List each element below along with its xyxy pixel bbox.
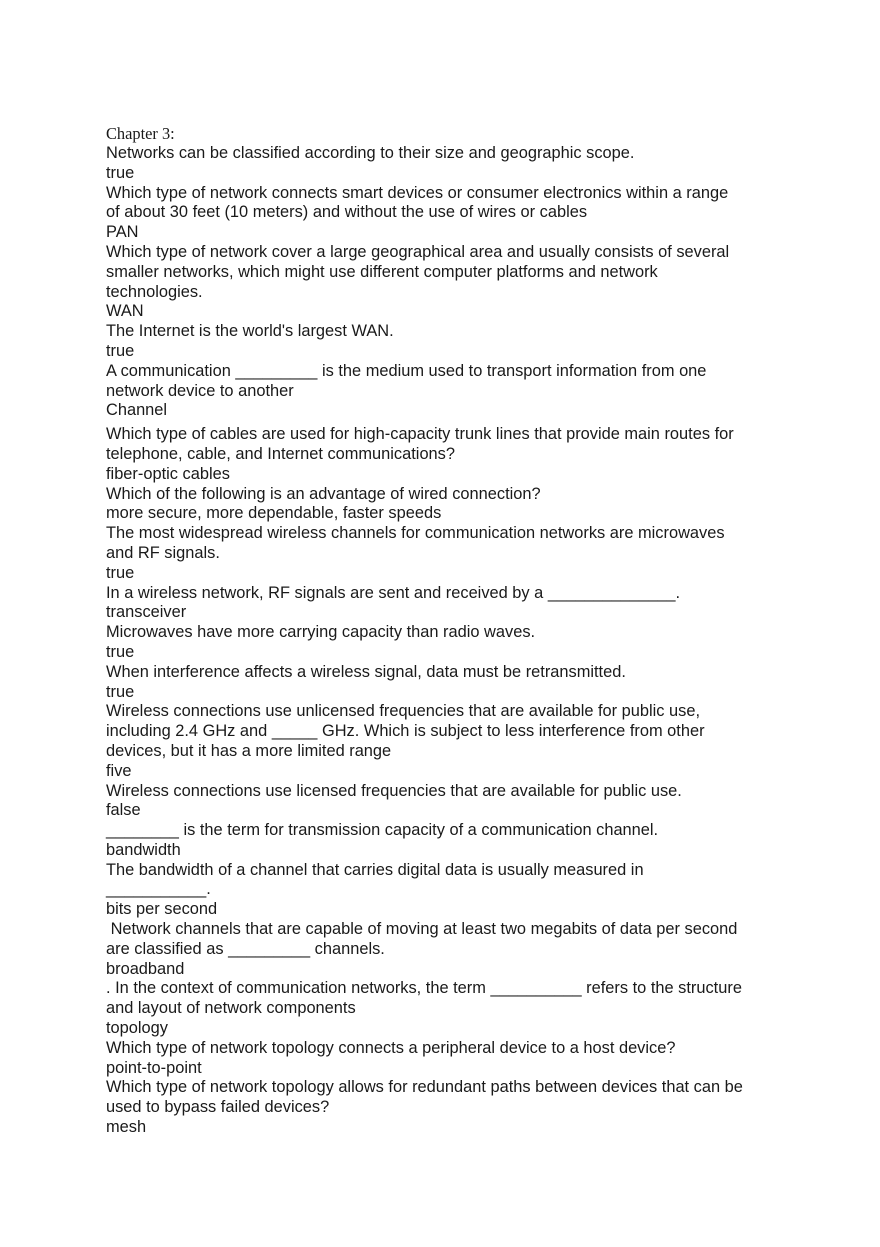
text-line: more secure, more dependable, faster speeds [106, 504, 442, 523]
text-line: . In the context of communication networks, the term __________ refers to the structure [106, 979, 742, 998]
text-line: Channel [106, 401, 168, 420]
text-line: Which of the following is an advantage of wired connection? [106, 484, 541, 503]
text-line: point-to-point [106, 1058, 202, 1077]
text-line: In a wireless network, RF signals are sent and received by a ______________. [106, 583, 681, 602]
text-line: bandwidth [106, 840, 181, 859]
text-line: fiber-optic cables [106, 464, 230, 483]
text-line: and layout of network components [106, 999, 356, 1018]
text-line: smaller networks, which might use different computer platforms and network [106, 262, 658, 281]
text-line: bits per second [106, 900, 218, 919]
text-line: true [106, 341, 135, 360]
text-line: Which type of network topology connects a peripheral device to a host device? [106, 1038, 676, 1057]
text-line: When interference affects a wireless signal, data must be retransmitted. [106, 662, 626, 681]
text-line: true [106, 642, 135, 661]
text-line: used to bypass failed devices? [106, 1098, 330, 1117]
text-line: including 2.4 GHz and _____ GHz. Which is subject to less interference from other [106, 722, 705, 741]
text-line: network device to another [106, 381, 294, 400]
text-line: The most widespread wireless channels for communication networks are microwaves [106, 524, 725, 543]
text-line: Network channels that are capable of moving at least two megabits of data per second [106, 920, 738, 939]
text-line: The Internet is the world's largest WAN. [106, 322, 394, 341]
chapter-heading: Chapter 3: [106, 124, 175, 143]
text-line: true [106, 563, 135, 582]
text-line: A communication _________ is the medium used to transport information from one [106, 361, 707, 380]
text-line: Wireless connections use licensed frequencies that are available for public use. [106, 781, 682, 800]
text-line: devices, but it has a more limited range [106, 741, 392, 760]
text-line: true [106, 682, 135, 701]
text-line: Networks can be classified according to their size and geographic scope. [106, 144, 635, 162]
text-line: Which type of network topology allows for redundant paths between devices that can be [106, 1078, 743, 1097]
document-page [106, 124, 796, 1138]
text-line: ___________. [106, 880, 211, 899]
text-line: The bandwidth of a channel that carries digital data is usually measured in [106, 860, 644, 879]
text-line: are classified as _________ channels. [106, 939, 385, 958]
text-line: broadband [106, 959, 185, 978]
text-line: Wireless connections use unlicensed frequencies that are available for public use, [106, 702, 701, 721]
text-line: true [106, 163, 135, 182]
text-line: of about 30 feet (10 meters) and without the use of wires or cables [106, 203, 588, 222]
text-line: WAN [106, 302, 144, 321]
text-line: Microwaves have more carrying capacity than radio waves. [106, 623, 536, 642]
text-line: topology [106, 1019, 168, 1038]
text-line: Which type of network cover a large geographical area and usually consists of several [106, 242, 730, 261]
text-line: transceiver [106, 603, 187, 622]
text-line: telephone, cable, and Internet communications? [106, 444, 455, 463]
text-line: false [106, 801, 141, 820]
text-line: Which type of network connects smart devices or consumer electronics within a range [106, 183, 729, 202]
text-line: five [106, 761, 132, 780]
text-line: and RF signals. [106, 543, 220, 562]
text-line: Which type of cables are used for high-capacity trunk lines that provide main routes for [106, 425, 734, 444]
text-line: technologies. [106, 282, 203, 301]
text-line: PAN [106, 223, 139, 242]
text-line: ________ is the term for transmission capacity of a communication channel. [106, 821, 659, 840]
text-line: mesh [106, 1118, 147, 1137]
